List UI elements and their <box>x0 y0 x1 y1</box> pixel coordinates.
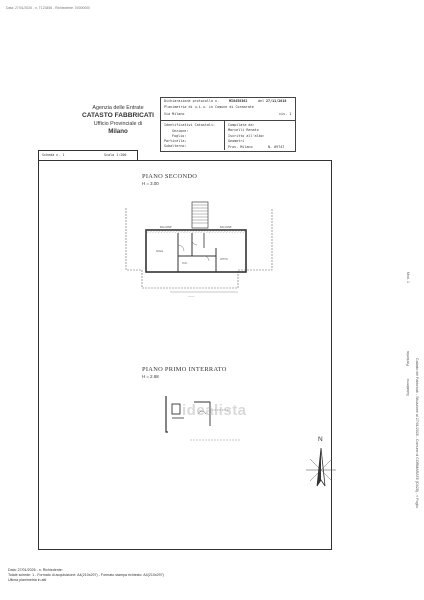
svg-text:--------: -------- <box>188 295 195 298</box>
svg-text:BALCONE: BALCONE <box>160 226 172 229</box>
scheda-label: Scheda n. 1 <box>42 153 65 157</box>
footer-line-3: Ultima planimetria in atti <box>8 578 47 582</box>
north-arrow-icon <box>304 446 338 490</box>
right-margin-vertical: Catasto dei Fabbricati - Situazione al 27/01/2026 - Comune di CORMARATE (D028) - < Foglio <box>415 358 419 509</box>
svg-text:BALCONE: BALCONE <box>220 226 232 229</box>
right-page-code: Mod. 1 <box>406 272 410 283</box>
floor-plan-piano-interrato <box>150 392 270 452</box>
iscritto-value: Geometri <box>228 139 245 143</box>
floor-plan-piano-secondo <box>120 200 280 300</box>
right-margin-subalterno: Subalterno <box>406 378 410 396</box>
dichiarazione-label: Dichiarazione protocollo n. <box>164 99 220 103</box>
prov-number: N. 09747 <box>268 145 285 149</box>
header-strip: Data: 27/01/2026 - n. T123456 - Richiedente: 00000000 <box>6 6 91 10</box>
identificativi-label: Identificativi Catastali: <box>164 123 216 127</box>
watermark: idealista <box>182 402 247 419</box>
scala-label: Scala 1:200 <box>104 153 127 157</box>
agency-line-4: Milano <box>108 128 128 135</box>
floor2-height: H = 2.68 <box>142 374 159 379</box>
floor2-title: PIANO PRIMO INTERRATO <box>142 366 227 373</box>
subalterno-label: Subalterno: <box>164 144 187 148</box>
sezione-label: Sezione: <box>172 129 189 133</box>
address-line: Via Milano <box>164 112 185 116</box>
right-margin-particella: Particella <box>406 351 410 366</box>
agency-line-2: CATASTO FABBRICATI <box>81 112 155 119</box>
agency-line-3: Ufficio Provinciale di <box>93 121 143 127</box>
compilata-label: Compilata da: <box>228 123 255 127</box>
particella-label: Particella: <box>164 139 187 143</box>
foglio-label: Foglio: <box>172 134 187 138</box>
compilata-name: Marcelli Renato <box>228 128 259 132</box>
identificativi-divider <box>224 120 225 150</box>
protocol-number: MI0458362 <box>229 99 248 103</box>
agency-line-1: Agenzia delle Entrate <box>92 105 144 111</box>
footer-line-1: Data: 27/01/2026 - n. Richiedente: <box>8 568 63 572</box>
agency-block <box>78 104 158 136</box>
svg-text:LETTO: LETTO <box>220 258 228 261</box>
north-label: N <box>318 436 323 443</box>
floor1-height: H = 3.00 <box>142 181 159 186</box>
planimetria-line: Planimetria di u.i.u. in Comune di Cormarate <box>164 105 254 109</box>
footer-line-2: Totale schede: 1 - Formato di acquisizione: A4(210x297) - Formato stampa richiesto: A4(210x297) <box>8 573 164 577</box>
svg-text:CUC.: CUC. <box>182 262 188 265</box>
civ-label: civ. 1 <box>279 112 292 116</box>
svg-text:SOGG.: SOGG. <box>156 250 164 253</box>
floor1-title: PIANO SECONDO <box>142 173 198 180</box>
protocol-date: 27/11/2018 <box>266 99 287 103</box>
prov-label: Prov. Milano <box>228 145 253 149</box>
del-label: del <box>258 99 265 103</box>
iscritto-label: Iscritto all'albo: <box>228 134 265 138</box>
